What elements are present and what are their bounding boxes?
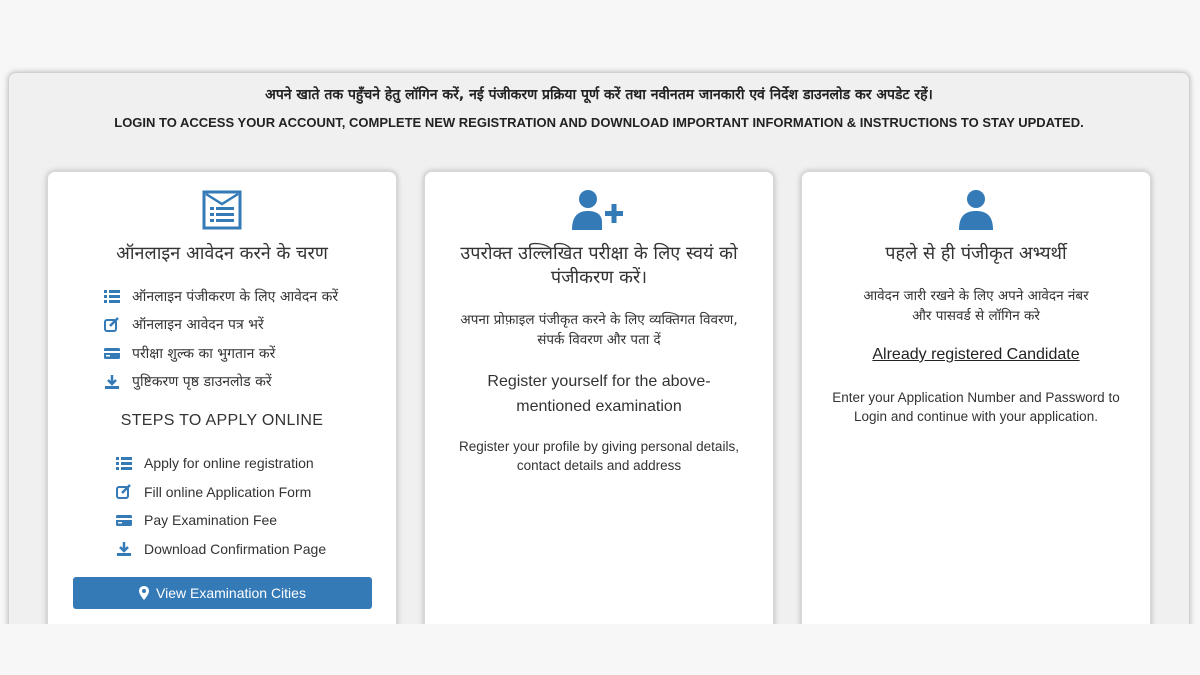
- edit-icon: [104, 317, 120, 333]
- header-hindi: अपने खाते तक पहुँचने हेतु लॉगिन करें, नई पंजीकरण प्रक्रिया पूर्ण करें तथा नवीनतम जानकारी एवं निर्देश डाउनलोड कर अपडेट रहें।: [265, 87, 933, 103]
- list-item: Apply for online registration: [116, 449, 326, 478]
- list-item: ऑनलाइन आवेदन पत्र भरें: [104, 311, 338, 340]
- download-icon: [116, 541, 132, 557]
- download-icon: [104, 374, 120, 390]
- already-registered-link[interactable]: Already registered Candidate: [872, 346, 1080, 363]
- list-item: Download Confirmation Page: [116, 535, 326, 564]
- steps-card: [47, 171, 397, 634]
- register-card: [424, 171, 774, 634]
- list-item: Fill online Application Form: [116, 478, 326, 507]
- register-title-english: Register yourself for the above-mentioned examination: [487, 373, 711, 415]
- list-icon: [116, 455, 132, 471]
- login-desc-english: Enter your Application Number and Password to Login and continue with your application.: [832, 390, 1120, 424]
- login-card: [801, 171, 1151, 634]
- register-desc-hindi: अपना प्रोफ़ाइल पंजीकृत करने के लिए व्यक्तिगत विवरण, संपर्क विवरण और पता दें: [460, 312, 738, 348]
- form-list-icon: [202, 190, 242, 234]
- list-item: Pay Examination Fee: [116, 506, 326, 535]
- list-item: पुष्टिकरण पृष्ठ डाउनलोड करें: [104, 368, 338, 397]
- user-plus-icon: [572, 190, 626, 234]
- login-title-hindi: पहले से ही पंजीकृत अभ्यर्थी: [885, 243, 1067, 264]
- header-english: LOGIN TO ACCESS YOUR ACCOUNT, COMPLETE NEW REGISTRATION AND DOWNLOAD IMPORTANT INFORMATION & INSTRUCTIONS TO STAY UPDATED.: [114, 115, 1084, 130]
- steps-list-english: [116, 449, 326, 563]
- view-examination-cities-button[interactable]: View Examination Cities: [73, 577, 372, 609]
- list-item: ऑनलाइन पंजीकरण के लिए आवेदन करें: [104, 282, 338, 311]
- main-panel: [8, 72, 1190, 634]
- register-title-hindi: उपरोक्त उल्लिखित परीक्षा के लिए स्वयं को पंजीकरण करें।: [460, 243, 738, 288]
- steps-title-hindi: ऑनलाइन आवेदन करने के चरण: [116, 243, 328, 264]
- register-desc-english: Register your profile by giving personal details, contact details and address: [459, 439, 739, 473]
- edit-icon: [116, 484, 132, 500]
- user-icon: [959, 190, 993, 234]
- login-desc-hindi: आवेदन जारी रखने के लिए अपने आवेदन नंबर और पासवर्ड से लॉगिन करे: [863, 288, 1089, 324]
- steps-list-hindi: [104, 282, 338, 396]
- credit-card-icon: [104, 345, 120, 361]
- steps-title-english: STEPS TO APPLY ONLINE: [120, 412, 324, 429]
- credit-card-icon: [116, 512, 132, 528]
- map-marker-icon: [139, 586, 149, 600]
- list-icon: [104, 288, 120, 304]
- list-item: परीक्षा शुल्क का भुगतान करें: [104, 339, 338, 368]
- page-footer-area: [0, 624, 1200, 675]
